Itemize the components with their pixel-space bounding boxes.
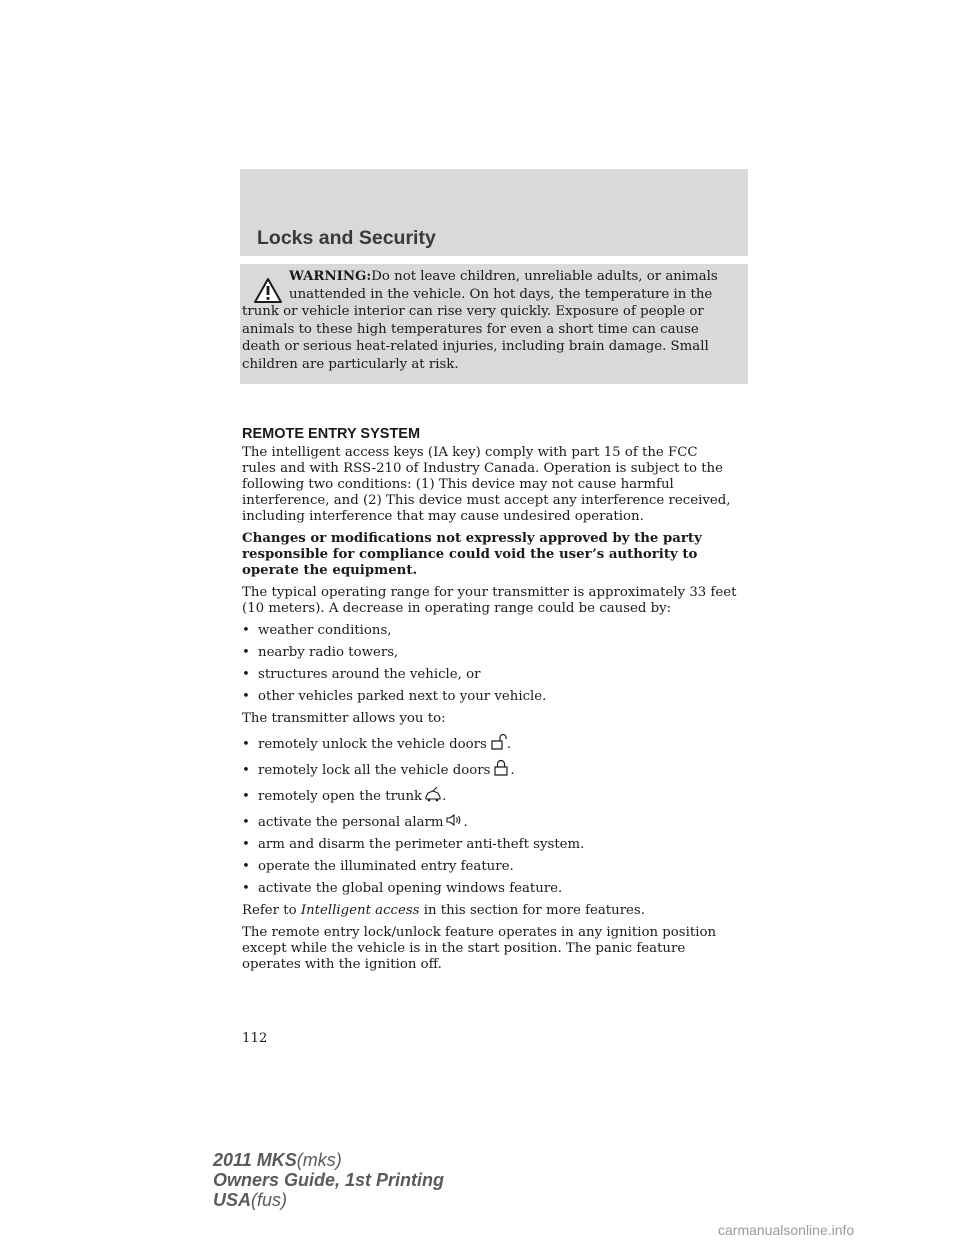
warning-line: trunk or vehicle interior can rise very quickly. Exposure of people or (242, 304, 704, 319)
section-heading: REMOTE ENTRY SYSTEM (242, 426, 421, 442)
warning-line: animals to these high temperatures for even a short time can cause (242, 321, 699, 337)
warning-line: unattended in the vehicle. On hot days, the temperature in the (289, 286, 713, 302)
watermark: carmanualsonline.info (718, 1222, 855, 1238)
fcc-paragraph: The intelligent access keys (IA key) comply with part 15 of the FCC rules and with RSS-210 of Industry Canada. Operation is subject to the following two conditions: (1) This device may not cause harmful interference, and (2) This device must accept any interference received, including interference that may cause undesired operation. (242, 445, 731, 524)
range-paragraph: The typical operating range for your transmitter is approximately 33 feet (10 meters). A decrease in operating range could be caused by: (242, 585, 737, 616)
footer-print-info: 2011 MKS(mks) Owners Guide, 1st Printing USA(fus) (213, 1150, 445, 1210)
trunk-icon (424, 785, 442, 803)
list-item: • activate the personal alarm . (242, 811, 752, 831)
lock-icon (492, 759, 510, 777)
section-header-band (240, 169, 748, 256)
list-item: • remotely open the trunk . (242, 785, 752, 805)
list-item: • arm and disarm the perimeter anti-theft system. (242, 837, 585, 852)
list-item: • activate the global opening windows feature. (242, 881, 563, 896)
alarm-icon (445, 811, 463, 829)
main-content (242, 426, 752, 979)
list-item: • other vehicles parked next to your vehicle. (242, 689, 547, 704)
warning-label: WARNING: (289, 269, 372, 284)
transmitter-features-list (242, 733, 752, 897)
changes-paragraph: Changes or modifications not expressly approved by the party responsible for compliance could void the user’s authority to operate the equipment. (242, 531, 702, 578)
warning-line: children are particularly at risk. (242, 356, 459, 372)
range-causes-list (242, 623, 752, 705)
warning-line: WARNING:Do not leave children, unreliable adults, or animals (289, 269, 718, 284)
intelligent-access-reference: Intelligent access (300, 903, 420, 918)
list-item: • remotely unlock the vehicle doors . (242, 733, 752, 753)
list-item: • weather conditions, (242, 623, 392, 638)
list-item: • nearby radio towers, (242, 645, 399, 660)
list-item: • remotely lock all the vehicle doors . (242, 759, 752, 779)
list-item: • operate the illuminated entry feature. (242, 859, 514, 874)
page-number: 112 (242, 1031, 268, 1046)
warning-text (242, 268, 740, 373)
list-item: • structures around the vehicle, or (242, 667, 481, 682)
warning-line: death or serious heat-related injuries, including brain damage. Small (242, 339, 709, 354)
ignition-paragraph: The remote entry lock/unlock feature operates in any ignition position except while the vehicle is in the start position. The panic feature operates with the ignition off. (242, 925, 717, 972)
transmitter-intro: The transmitter allows you to: (242, 711, 446, 726)
warning-box (240, 264, 748, 384)
section-title: Locks and Security (257, 227, 436, 249)
unlock-icon (489, 733, 507, 751)
refer-paragraph: Refer to Intelligent access in this section for more features. (242, 903, 645, 918)
